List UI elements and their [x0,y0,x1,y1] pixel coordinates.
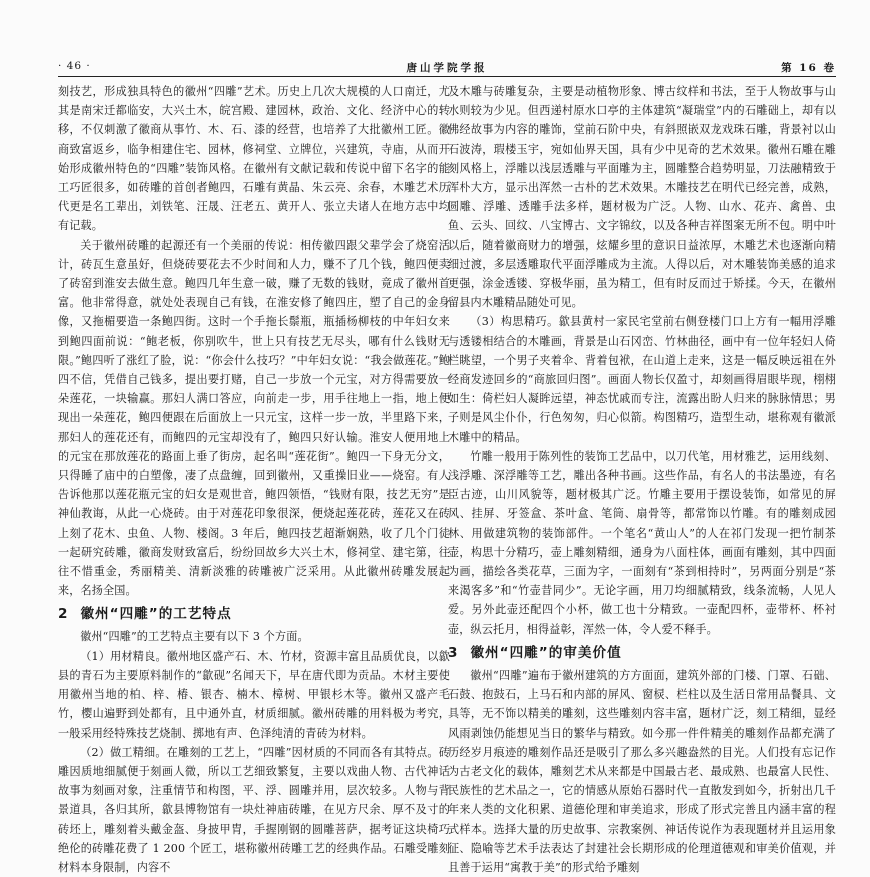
left-column [58,82,450,874]
page-number: · 46 · [58,60,91,72]
section-title: 徽州“四雕”的工艺特点 [80,606,232,623]
paragraph: 关于徽州砖雕的起源还有一个美丽的传说：相传徽四跟父辈学会了烧窑活计，砖瓦生意虽好，但烧砖要花去不少时间和人力，赚不了几个钱，鲍四便卖了砖窑到淮安去做生意。鲍四几年生意一破，赚了无数的钱财，竟成了徽州首富。他非常得意，就处处表现自己有钱，在淮安修了鲍四庄，塑了自己的金身像，又拖楣要造一条鲍四街。这时一个手拖长鬃瓶，瓶插杨柳枝的中年妇女来到鲍四面前说：“鲍老板，你别吹牛，世上只有技艺无尽头，哪有什么钱财无限。”鲍四听了涨红了脸，说：“你会什么技巧？”中年妇女说：“我会做莲花。”鲍四不信，凭借自己钱多，提出要打赌，自己一步放一个元宝，对方得需要放一朵莲花，一块输赢。那妇人满口答应，向前走一步，用手往地上一指，地上便现出一朵莲花，鲍四便跟在后面放上一只元宝，这样一步一放，半里路下来，那妇人的莲花还有，而鲍四的元宝却没有了，鲍四只好认输。淮安人便用地上的元宝在那放莲花的路面上垂了街房，起名叫“莲花街”。鲍四一下身无分文，只得睡了庙中的白塑像，凄了点盘缠，回到徽州，又重操旧业——烧窑。有人告诉他那以莲花瓶元宝的妇女是观世音，鲍四领悟，“钱财有限，技艺无穷”是神仙教诲，从此一心烧砖。由于对莲花印象很深，便烧起莲花砖，莲花又在砖上刻了花木、虫鱼、人物、楼阁。3 年后，鲍四技艺超渐娴熟，收了几个门徒一起研究砖雕，徽商发财致富后，纷纷回故乡大兴土木，修祠堂、建宅第，往往不惜重金，秀丽精美、清新淡雅的砖雕被广泛采用。从此徽州砖雕发展起来，名扬全国。 [58,238,450,598]
paragraph: （3）构思精巧。歙县黄村一家民宅堂前右侧登楼门口上方有一幅用浮雕与透镂相结合的木雕画，背景是山石冈峦、竹林曲径，画中有一位年轻妇人倚栏眺望，一个男子夹着伞、背着包袱，在山道上走来，这是一幅反映远祖在外经商发迹回乡的“商旅回归图”。画面人物长仅盈寸，却刻画得眉眼毕现，栩栩如生：倚栏妇人凝眸远望，神态忧戚而专注，流露出盼人归来的脉脉情思；男子则是风尘仆仆，行色匆匆，归心似箭。构图精巧，造型生动，堪称观有徽派木雕中的精品。 [448,315,836,444]
section-title: 徽州“四雕”的审美价值 [470,644,622,661]
paragraph: 竹雕一般用于陈列性的装饰工艺品中，以刀代笔，用材雅艺，运用线刻、浅浮雕、深浮雕等工艺，雕出各种书画。这些作品，有名人的书法墨迹，有名臣古迹，山川风貌等，题材极其广泛。竹雕主要用于摆设装饰，如常见的屏风、挂屏、牙签盒、茶叶盒、笔筒、扇骨等，都常饰以竹雕。有的雕刻成园林、用做建筑物的装饰部件。一个笔名“黄山人”的人在祁门发现一把竹制茶壶，构思十分精巧，壶上雕刻精细，通身为八面柱体，画面有雕刻，其中四面为画，描绘各类花草，三面为字，一面刻有“茶到相持时”，另两面分别是“茶来渴客多”和“竹壶昔同少”。无论字画，用刀均细腻精致，线条流畅，人见人爱。另外此壶还配四个小杯，做工也十分精致。一壶配四杯，壶带杯、杯衬壶，纵云托月，相得益彰，浑然一体，令人爱不释手。 [448,449,836,636]
section-number: 2 [58,606,69,623]
paragraph: （1）用材精良。徽州地区盛产石、木、竹材，资源丰富且品质优良，以歙县的青石为主要原料制作的“歙砚”名闻天下，早在唐代即为贡品。木材主要使用徽州当地的柏、梓、椿、银杏、楠木、樟树、甲银杉木等。徽州又盛产毛竹，樱山遍野到处都有，且中通外直，材质细腻。徽州砖雕的用料极为考究，一般采用经特殊技艺烧制、掷地有声、色泽纯清的青砖为材料。 [58,649,450,740]
running-header [58,58,836,77]
paragraph: 刻技艺，形成独具特色的徽州“四雕”艺术。历史上几次大规模的人口南迁，尤其是南宋迁都临安，大兴土木，皖宫殿、建园林，政治、文化、经济中心的转移，不仅刺激了徽商从事竹、木、石、漆的经营，也培养了大批徽州工匠。徽商致富返乡，临争相建住宅、园林，修祠堂、立牌位，兴建筑，寺庙，从而开始形成徽州特色的“四雕”装饰风格。在徽州有文献记载和传说中留下名字的能工巧匠很多，如砖雕的首创者鲍四，石雕有黄晶、朱云亮、余春，木雕艺术历代更是名工辈出，刘铁笔、汪晟、汪老五、黄开人、张立夫诸人在地方志中均有记载。 [58,85,450,233]
paragraph: 徽州“四雕”遍布于徽州建筑的方方面面，建筑外部的门楼、门罩、石础、石鼓、抱鼓石，上马石和内部的屏风、窗棂、栏柱以及生活日常用品餐具、文具等，无不饰以精美的雕刻，这些雕刻内容丰富，题材广泛，刻工精细，显经风雨剥蚀仍能想见当日的繁华与精致。如今那一件件精美的雕刻作品都充满了历经岁月痕迹的雕刻作品还是吸引了那么多兴趣盎然的目光。人们投有忘记作为古老文化的载体，雕刻艺术从来都是中国最古老、最成熟、也最富人民性、民族性的艺术品之一，它的情感从原始石器时代一直散发到如今，折射出几千年来人类的文化积累、道德伦理和审美追求，形成了形式完善且内涵丰富的程式样本。选择大量的历史故事、宗教案例、神话传说作为表现题材并且运用象征、隐喻等艺术手法表达了封建社会长期形成的伦理道德观和审美价值观，并且善于运用“寓教于美”的形式给予雕刻 [448,668,836,874]
section-heading [58,603,450,625]
right-column [448,82,836,874]
paragraph: （2）做工精细。在雕刻的工艺上，“四雕”因材质的不同而各有其特点。砖雕因质地细腻便于刻画人微，所以工艺细致繁复，主要以戏曲人物、古代神话故事为刻画对象，注重情节和构图，平、浮、圆雕并用，层次较多。人物与背景道具，各归其所，歙县博物馆有一块灶神庙砖雕，在见方尺余、厚不及寸的砖坯上，雕刻着头戴金盔、身披甲胄，手握刚钢的圆雕菩萨，据考证这块椅巧绝伦的砖雕花费了 1 200 个匠工，堪称徽州砖雕工艺的经典作品。石雕受雕刻材料本身限制，内容不 [58,745,450,874]
journal-title: 唐山学院学报 [406,62,488,74]
section-number: 3 [448,644,459,661]
section-heading [448,642,836,664]
volume-label: 第 16 卷 [781,62,836,74]
paragraph: 及木雕与砖雕复杂，主要是动植物形象、博古纹样和书法，至于人物故事与山水则较为少见。但西递村原水口亭的主体建筑“凝瑞堂”内的石雕础上，却有以佛经故事为内容的雕饰，堂前石阶中央，有斜照嵌双龙戏珠石雕，背景衬以山石波涛，瑕楼玉宇，宛如仙界天国，具有少中见奇的艺术效果。徽州石雕在雕刻风格上，浮雕以浅层透雕与平面雕为主，圆雕整合趋势明显，刀法融精致于浑朴大方，显示出浑然一古朴的艺术效果。木雕技艺在明代已经完善，成熟，圆雕、浮雕、透雕手法多样，题材极为广泛。人物、山水、花卉、禽兽、虫鱼、云头、回纹、八宝博古、文字锦纹，以及各种吉祥图案无所不包。明中叶以后，随着徽商财力的增强，炫耀乡里的意识日益浓厚，木雕艺术也逐渐向精细过渡，多层透雕取代平面浮雕成为主流。人得以后，对木雕装饰美感的追求更强，涂金透镂、穿极华丽，虽为精工，但有时反而过于矫揉。今天，在徽州留县内木雕精品随处可见。 [448,85,836,310]
paragraph: 徽州“四雕”的工艺特点主要有以下 3 个方面。 [80,630,309,644]
